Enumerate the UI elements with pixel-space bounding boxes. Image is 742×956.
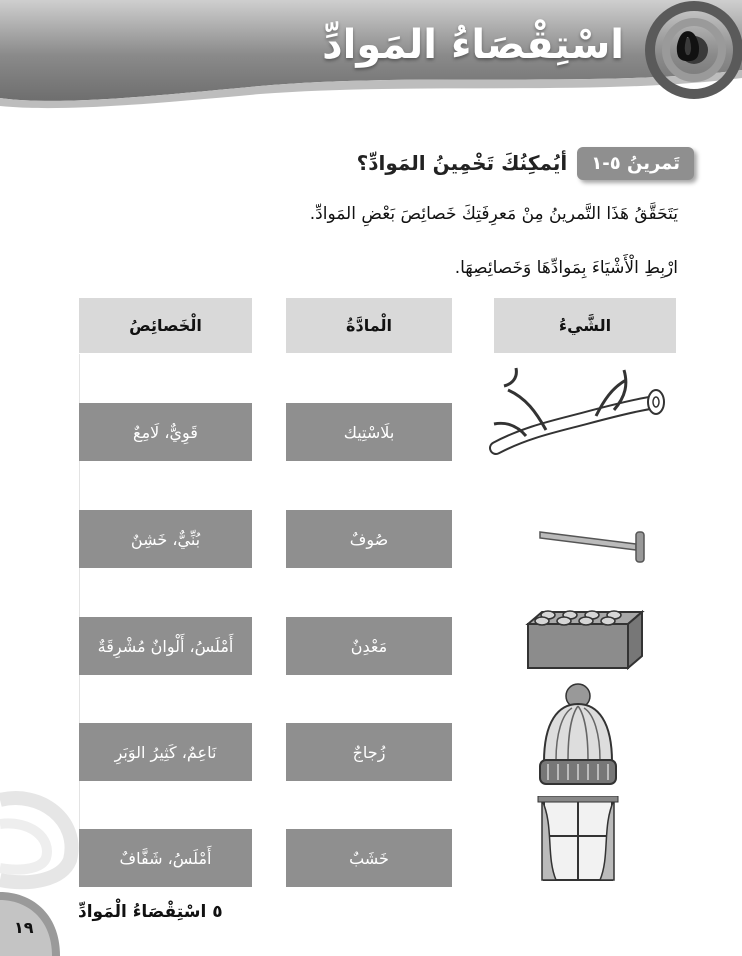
material-cell[interactable]: بلَاسْتِيك xyxy=(286,403,452,461)
material-cell[interactable]: زُجاجٌ xyxy=(286,723,452,781)
brick-icon[interactable] xyxy=(486,602,670,672)
material-cell[interactable]: خَشَبٌ xyxy=(286,829,452,887)
chapter-title: اسْتِقْصَاءُ المَوادِّ xyxy=(322,22,624,68)
branch-icon[interactable] xyxy=(486,362,670,462)
instruction-text: ارْبِطِ الْأَشْيَاءَ بِمَوادِّهَا وَخَصائِصِهَا. xyxy=(454,258,678,278)
swirl-decoration-icon xyxy=(0,780,90,890)
property-cell[interactable]: بُنِّيٌّ، خَشِنٌ xyxy=(79,510,252,568)
header-object: الشَّيءُ xyxy=(494,298,676,353)
property-cell[interactable]: نَاعِمٌ، كَثِيرُ الوَبَرِ xyxy=(79,723,252,781)
page-number: ١٩ xyxy=(14,918,34,937)
exercise-heading xyxy=(357,142,694,184)
exercise-title: أيُمكِنُكَ تَخْمِينُ المَوادِّ؟ xyxy=(356,151,568,175)
footer-chapter: ٥ اسْتِقْصَاءُ الْمَوادِّ xyxy=(78,902,223,922)
intro-text: يَتَحَقَّقُ هَذَا التَّمرينُ مِنْ مَعرِفَتِكَ خَصائِصَ بَعْضِ المَوادِّ. xyxy=(309,204,678,224)
property-cell[interactable]: أَمْلَسُ، شَفَّافٌ xyxy=(79,829,252,887)
property-cell[interactable]: قَوِيٌّ، لَامِعٌ xyxy=(79,403,252,461)
material-cell[interactable]: مَعْدِنٌ xyxy=(286,617,452,675)
window-icon[interactable] xyxy=(486,796,670,884)
exercise-badge: تَمرينُ ٥-١ xyxy=(577,147,694,180)
nail-icon[interactable] xyxy=(486,512,670,568)
header-material: الْمادَّةُ xyxy=(286,298,452,353)
beanie-icon[interactable] xyxy=(486,682,670,788)
chapter-number: ٥ xyxy=(673,18,702,72)
material-cell[interactable]: صُوفٌ xyxy=(286,510,452,568)
header-properties: الْخَصائِصُ xyxy=(79,298,252,353)
property-cell[interactable]: أَمْلَسُ، أَلْوانٌ مُشْرِقَةٌ xyxy=(79,617,252,675)
